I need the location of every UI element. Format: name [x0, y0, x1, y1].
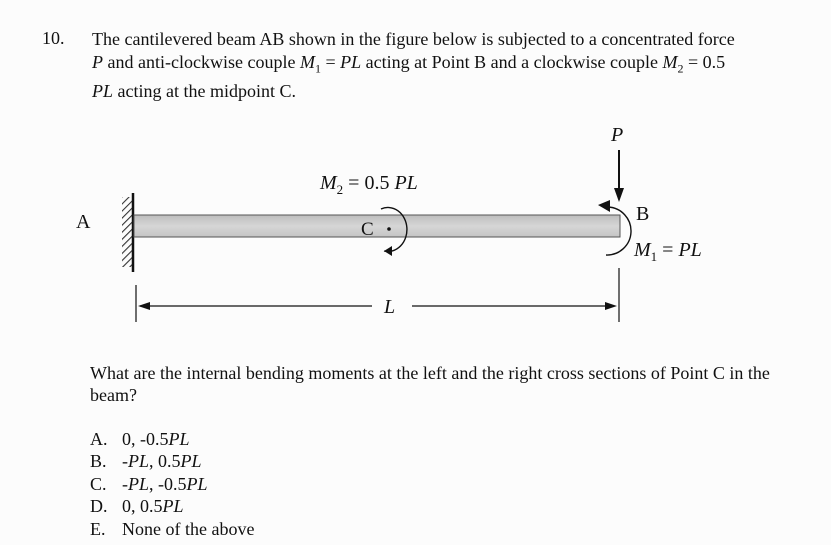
- beam: [134, 215, 620, 237]
- label-l: L: [384, 296, 396, 318]
- m2-label: $M_2 = 0.5$ PL: [320, 172, 418, 197]
- choice-c[interactable]: C. -PL, -0.5PL: [90, 473, 208, 494]
- answer-choices: [90, 428, 254, 540]
- stem-line-3: PL acting at the midpoint C.: [92, 80, 296, 101]
- choice-d[interactable]: D. 0, 0.5PL: [90, 496, 184, 517]
- label-c: C: [361, 219, 374, 240]
- question-number: 10.: [42, 28, 65, 48]
- point-c-dot: [387, 227, 391, 231]
- choice-a[interactable]: A. 0, -0.5PL: [90, 429, 190, 449]
- fixed-support-wall: [122, 193, 133, 272]
- label-b: B: [636, 203, 650, 225]
- dimension-line-l: [136, 268, 619, 322]
- m1-label: $M_1$ = PL: [634, 239, 702, 264]
- stem-line-1: The cantilevered beam AB shown in the figure below is subjected to a concentrated force: [92, 29, 735, 49]
- question-prompt: What are the internal bending moments at the left and the right cross sections of Point C in the beam?: [90, 363, 770, 405]
- choice-e[interactable]: E. None of the above: [90, 518, 255, 539]
- force-p-arrow: [614, 150, 624, 202]
- choice-b[interactable]: B. -PL, 0.5PL: [90, 451, 202, 472]
- label-a: A: [76, 211, 91, 233]
- label-p: P: [611, 124, 624, 146]
- stem-line-2: P and anti-clockwise couple $M_1$ = PL acting at Point B and a clockwise couple $M_2 = 0.5$: [92, 51, 726, 76]
